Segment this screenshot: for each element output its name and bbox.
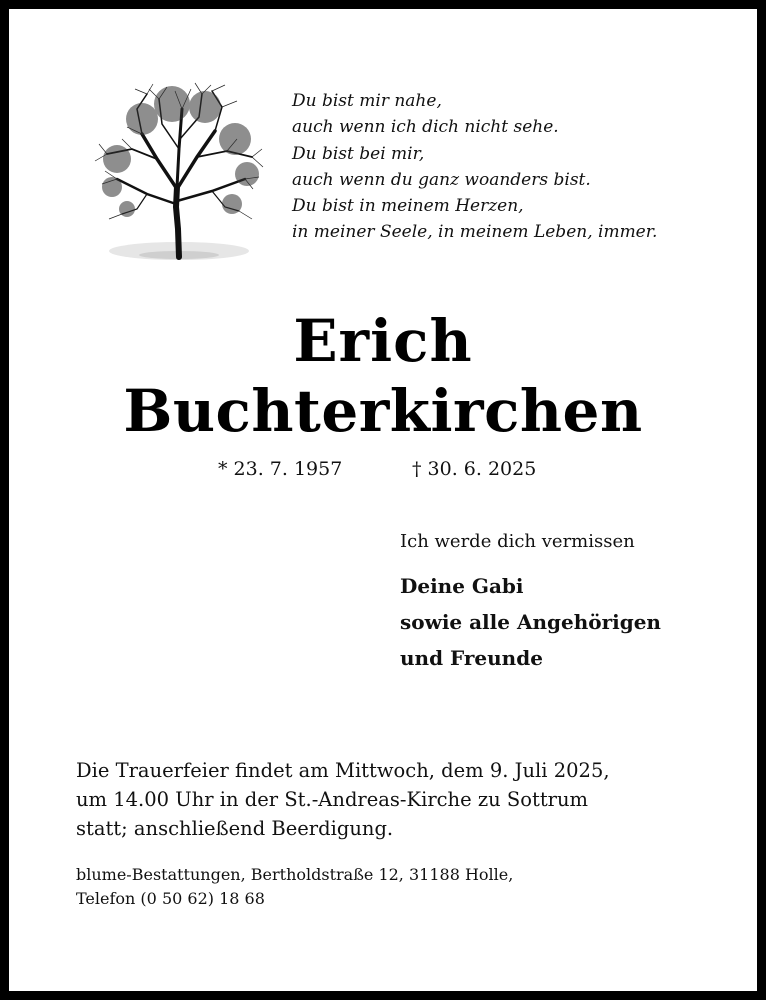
- poem-line: Du bist in meinem Herzen,: [292, 196, 524, 217]
- service-line: statt; anschließend Beerdigung.: [76, 817, 394, 840]
- mourner-line: Deine Gabi: [400, 574, 524, 598]
- poem-line: in meiner Seele, in meinem Leben, immer.: [292, 222, 658, 243]
- birth-date: * 23. 7. 1957: [218, 458, 343, 480]
- service-line: um 14.00 Uhr in der St.-Andreas-Kirche zu Sottrum: [76, 788, 589, 811]
- poem-line: auch wenn ich dich nicht sehe.: [292, 117, 559, 138]
- undertaker-phone: Telefon (0 50 62) 18 68: [76, 889, 265, 908]
- deceased-last-name: Buchterkirchen: [123, 377, 643, 445]
- tree-icon: [87, 79, 267, 269]
- poem-line: Du bist mir nahe,: [292, 91, 442, 111]
- death-date: † 30. 6. 2025: [412, 458, 537, 480]
- mourner-line: sowie alle Angehörigen: [400, 610, 661, 634]
- service-notice: [76, 756, 716, 843]
- undertaker-line: blume-Bestattungen, Bertholdstraße 12, 31188 Holle,: [76, 865, 514, 884]
- obituary-card: [9, 9, 757, 991]
- mourners: [400, 568, 661, 676]
- poem-line: auch wenn du ganz woanders bist.: [292, 169, 591, 190]
- undertaker-info: [76, 863, 513, 911]
- deceased-first-name: Erich: [293, 307, 473, 375]
- poem-line: Du bist bei mir,: [292, 143, 425, 164]
- poem: [292, 88, 722, 246]
- farewell-line: Ich werde dich vermissen: [400, 531, 635, 552]
- service-line: Die Trauerfeier findet am Mittwoch, dem 9. Juli 2025,: [76, 759, 610, 782]
- mourner-line: und Freunde: [400, 646, 543, 670]
